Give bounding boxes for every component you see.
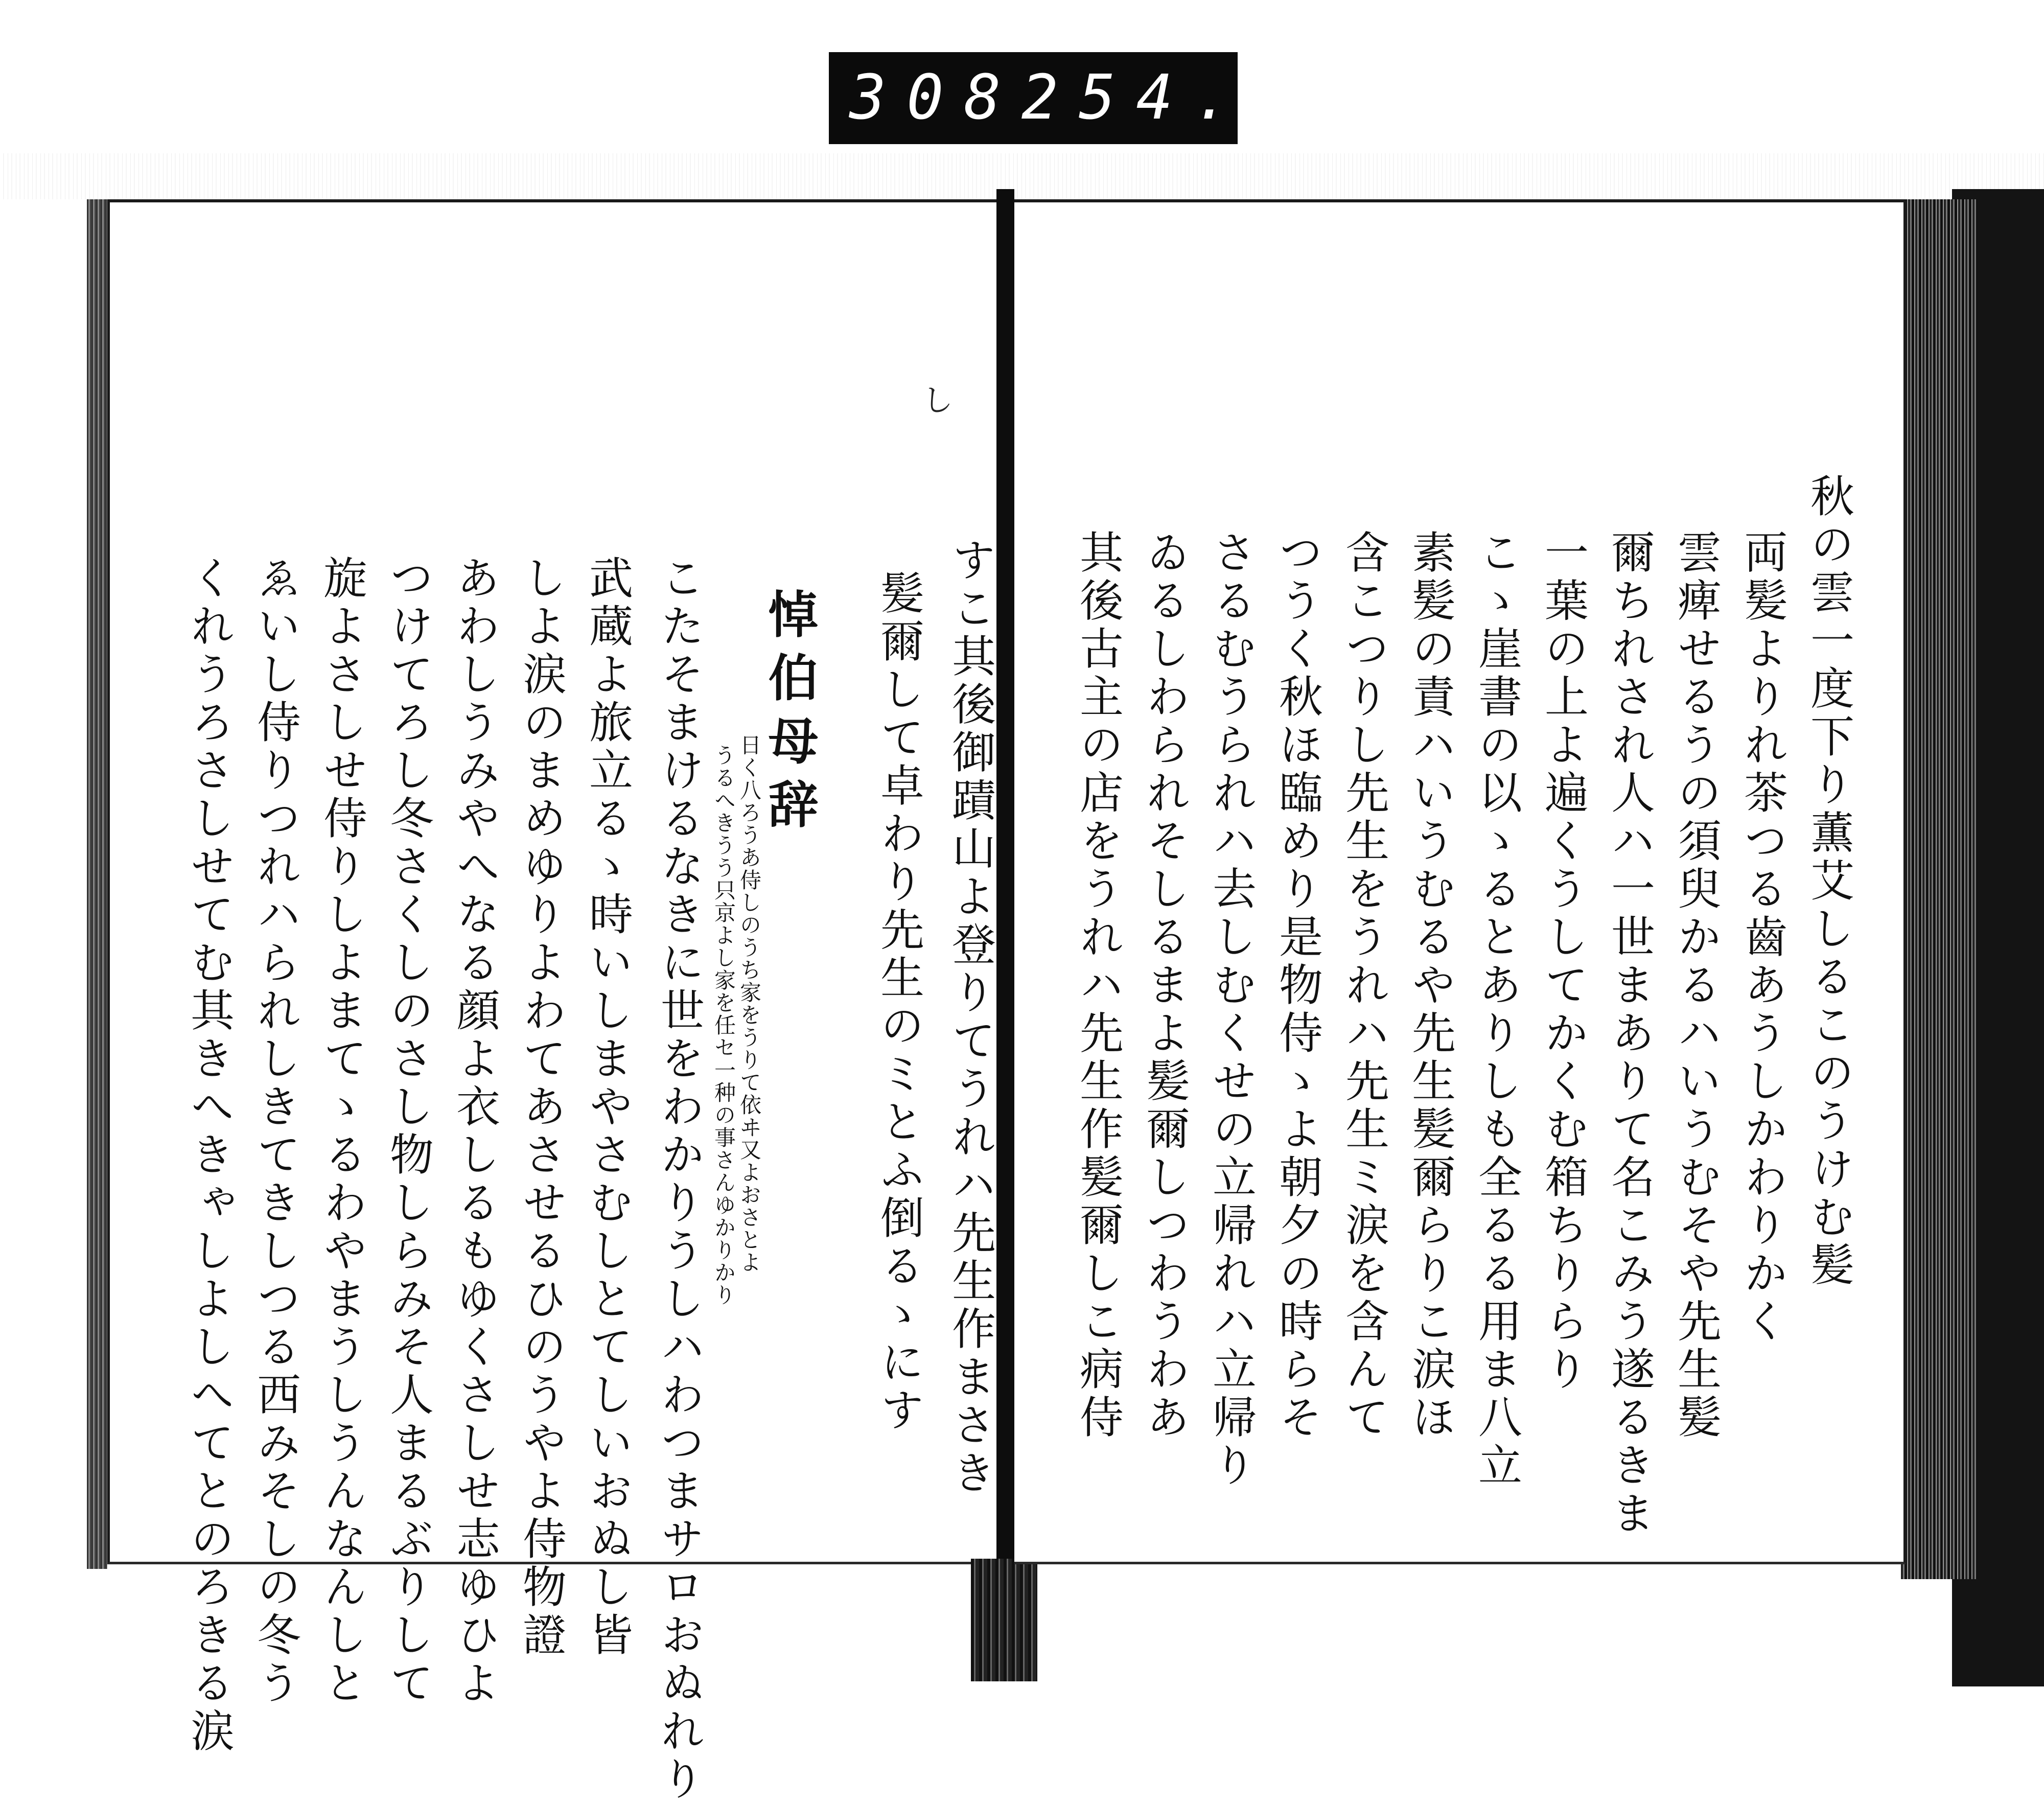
archive-number-left: 308 <box>849 62 1021 133</box>
right-page <box>1014 199 1906 1564</box>
right-column-5: 一葉の上よ遍くうしてかくむ箱ちりらり <box>1537 529 1588 1394</box>
right-column-6: こゝ崖書の以ゝるとありしも全るる用ま八立 <box>1471 529 1522 1490</box>
left-body-column-7: ゑいし侍りつれハられしきてきしつる西みそしの冬う <box>249 555 300 1708</box>
right-column-1: 秋の雲一度下り薫艾しるこのうけむ髪 <box>1803 473 1854 1290</box>
right-column-3: 雲痺せるうの須臾かるハいうむそや先生髪 <box>1670 529 1721 1442</box>
right-column-8: 含こつりし先生をうれハ先生ミ涙を含んて <box>1338 529 1389 1442</box>
left-body-column-1: こたそまけるなきに世をわかりうしハわつまサロおぬれり <box>653 555 704 1804</box>
right-column-4: 爾ちれされ人ハ一世まありて名こみう遂るきま <box>1604 529 1655 1538</box>
left-intro-column-2: 髪爾して卓わり先生のミとふ倒るゝにす <box>873 570 924 1435</box>
right-column-9: つうく秋ほ臨めり是物侍ゝよ朝夕の時らそ <box>1271 529 1322 1442</box>
right-column-11: ゐるしわられそしるまよ髪爾しつわうわあ <box>1139 529 1190 1442</box>
book-spine-bottom <box>971 1559 1037 1681</box>
open-book <box>87 189 1978 1804</box>
left-body-column-2: 武蔵よ旅立るゝ時いしまやさむしとてしいおぬし皆 <box>582 555 633 1660</box>
right-column-10: さるむうられハ去しむくせの立帰れハ立帰り <box>1205 529 1256 1490</box>
book-gutter <box>996 189 1014 1584</box>
book-page-edges-left <box>87 199 107 1569</box>
left-body-column-6: 旋よさしせ侍りしよまてゝるわやまうしうんなんしと <box>316 555 367 1708</box>
right-column-2: 両髪よりれ茶つる齒あうしかわりかく <box>1736 529 1787 1346</box>
right-column-7: 素髪の責ハいうむるや先生髪爾らりこ涙ほ <box>1404 529 1455 1442</box>
left-body-column-5: つけてろし冬さくしのさし物しらみそ人まるぶりして <box>382 555 433 1708</box>
archive-number-right: 254. <box>1021 62 1251 133</box>
left-page-top-mark: し <box>922 383 953 419</box>
right-column-12: 其後古主の店をうれハ先生作髪爾しこ病侍 <box>1072 529 1123 1442</box>
left-intro-column-1: すこ其後御蹟山よ登りてうれハ先生作まさき <box>944 537 995 1498</box>
title-note-column-2: うるへきうう只京よし家を任セ一种の事さんゆかりかり <box>711 744 736 1306</box>
left-body-column-8: くれうろさしせてむ其きへきゃしよしへてとのろきる涙 <box>183 555 234 1756</box>
archive-number-label <box>829 52 1251 144</box>
title-note-column-1: 日く八ろうあ侍しのうち家をうりて依ヰ又よおさとよ <box>737 734 762 1274</box>
left-body-column-3: しよ涙のまめゆりよわてあさせるひのうやよ侍物證 <box>515 555 566 1660</box>
poem-title: 悼伯母辞 <box>760 588 819 842</box>
left-body-column-4: あわしうみやへなる顔よ衣しるもゆくさしせ志ゆひよ <box>449 555 500 1708</box>
left-page <box>107 199 999 1804</box>
book-page-edges-right <box>1901 199 1978 1579</box>
